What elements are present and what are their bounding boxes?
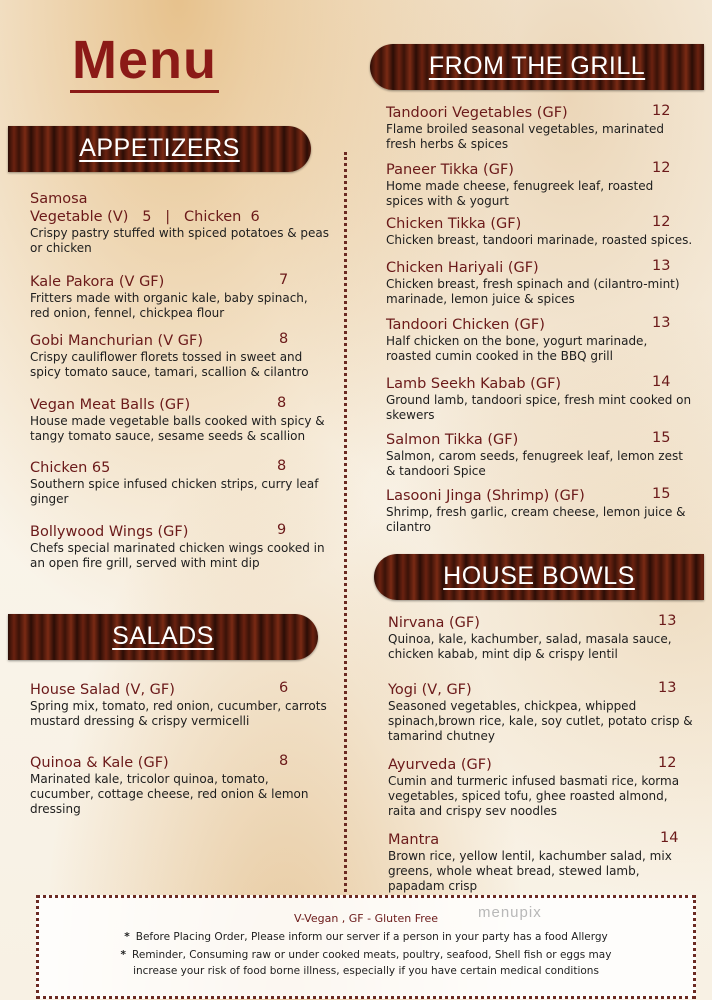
item-price: 15 bbox=[652, 430, 671, 446]
item-price: 12 bbox=[652, 214, 671, 230]
item-description: Cumin and turmeric infused basmati rice, korma vegetables, spiced tofu, ghee roasted almond, raita and crispy sev noodles bbox=[388, 774, 680, 818]
menu-item bbox=[30, 273, 330, 321]
column-divider bbox=[344, 152, 347, 892]
item-price: 14 bbox=[660, 830, 679, 846]
item-description: Flame broiled seasonal vegetables, marinated fresh herbs & spices bbox=[386, 122, 665, 151]
item-name: Vegan Meat Balls (GF) bbox=[30, 397, 191, 413]
item-price: 8 bbox=[279, 331, 289, 347]
menu-item bbox=[386, 375, 692, 423]
item-description: Home made cheese, fenugreek leaf, roasted spices with & yogurt bbox=[386, 179, 654, 208]
item-name: Lasooni Jinga (Shrimp) (GF) bbox=[386, 488, 585, 504]
menu-item bbox=[386, 316, 692, 364]
raw-food-warning bbox=[39, 949, 693, 961]
item-price: 8 bbox=[277, 395, 287, 411]
watermark: menupix bbox=[478, 904, 542, 921]
menu-item bbox=[388, 614, 694, 662]
item-name: Yogi (V, GF) bbox=[388, 682, 472, 698]
asterisk: * bbox=[120, 949, 127, 961]
item-description: Brown rice, yellow lentil, kachumber salad, mix greens, whole wheat bread, stewed lamb, papadam crisp bbox=[388, 849, 672, 893]
item-name: House Salad (V, GF) bbox=[30, 682, 175, 698]
raw-food-warning-text: Reminder, Consuming raw or under cooked meats, poultry, seafood, Shell fish or eggs may bbox=[132, 949, 612, 961]
item-price: 12 bbox=[652, 103, 671, 119]
item-name: Gobi Manchurian (V GF) bbox=[30, 333, 203, 349]
item-description: Marinated kale, tricolor quinoa, tomato, cucumber, cottage cheese, red onion & lemon dressing bbox=[30, 772, 309, 816]
item-price: 13 bbox=[658, 680, 677, 696]
item-name: Salmon Tikka (GF) bbox=[386, 432, 519, 448]
item-price-line: Vegetable (V) 5 | Chicken 6 bbox=[30, 209, 260, 225]
allergy-notice bbox=[39, 931, 693, 943]
item-description: House made vegetable balls cooked with spicy & tangy tomato sauce, sesame seeds & scallion bbox=[30, 414, 325, 443]
grill-heading: FROM THE GRILL bbox=[428, 52, 646, 80]
item-price: 8 bbox=[279, 753, 289, 769]
item-name: Paneer Tikka (GF) bbox=[386, 162, 514, 178]
menu-item bbox=[388, 756, 698, 819]
item-price: 12 bbox=[658, 755, 677, 771]
appetizers-banner bbox=[8, 126, 311, 172]
asterisk: * bbox=[124, 931, 130, 943]
item-description: Chefs special marinated chicken wings cooked in an open fire grill, served with mint dip bbox=[30, 541, 325, 570]
item-price: 7 bbox=[279, 272, 289, 288]
menu-item bbox=[386, 104, 692, 152]
menu-item bbox=[30, 681, 330, 729]
item-name: Quinoa & Kale (GF) bbox=[30, 755, 169, 771]
allergy-notice-text: Before Placing Order, Please inform our server if a person in your party has a food Allergy bbox=[135, 931, 608, 943]
item-name: Chicken 65 bbox=[30, 460, 111, 476]
item-price: 14 bbox=[652, 374, 671, 390]
allergy-notice-box bbox=[36, 895, 696, 999]
menu-item bbox=[30, 523, 330, 571]
appetizers-heading: APPETIZERS bbox=[79, 134, 240, 162]
page-title: Menu bbox=[70, 30, 219, 93]
menu-item bbox=[386, 431, 692, 479]
menu-item bbox=[386, 487, 692, 535]
item-name: Samosa bbox=[30, 191, 88, 207]
item-price: 9 bbox=[277, 522, 287, 538]
item-price: 13 bbox=[652, 315, 671, 331]
item-description: Half chicken on the bone, yogurt marinade, roasted cumin cooked in the BBQ grill bbox=[386, 334, 648, 363]
item-description: Shrimp, fresh garlic, cream cheese, lemon juice & cilantro bbox=[386, 505, 686, 534]
salads-heading: SALADS bbox=[112, 622, 214, 650]
menu-item bbox=[30, 459, 330, 507]
item-price: 13 bbox=[658, 613, 677, 629]
menu-item bbox=[386, 161, 692, 209]
item-description: Chicken breast, fresh spinach and (cilantro-mint) marinade, lemon juice & spices bbox=[386, 277, 680, 306]
salads-banner bbox=[8, 614, 318, 660]
item-price: 6 bbox=[279, 680, 289, 696]
item-description: Seasoned vegetables, chickpea, whipped spinach,brown rice, kale, soy cutlet, potato crisp & tamarind chutney bbox=[388, 699, 693, 743]
menu-item-samosa bbox=[30, 190, 330, 256]
item-name: Lamb Seekh Kabab (GF) bbox=[386, 376, 562, 392]
item-price: 13 bbox=[652, 258, 671, 274]
item-description: Chicken breast, tandoori marinade, roasted spices. bbox=[386, 233, 693, 247]
menu-item bbox=[30, 754, 330, 817]
item-description: Spring mix, tomato, red onion, cucumber, carrots mustard dressing & crispy vermicelli bbox=[30, 699, 327, 728]
item-name: Tandoori Vegetables (GF) bbox=[386, 105, 568, 121]
item-description: Crispy cauliflower florets tossed in sweet and spicy tomato sauce, tamari, scallion & cilantro bbox=[30, 350, 309, 379]
menu-item bbox=[386, 259, 698, 307]
item-name: Chicken Tikka (GF) bbox=[386, 216, 522, 232]
menu-item bbox=[30, 396, 330, 444]
item-name: Bollywood Wings (GF) bbox=[30, 524, 189, 540]
item-description: Salmon, carom seeds, fenugreek leaf, lemon zest & tandoori Spice bbox=[386, 449, 683, 478]
item-price: 8 bbox=[277, 458, 287, 474]
item-name: Ayurveda (GF) bbox=[388, 757, 492, 773]
raw-food-warning-continued: increase your risk of food borne illness, especially if you have certain medical conditions bbox=[133, 965, 599, 977]
item-price: 12 bbox=[652, 160, 671, 176]
grill-banner bbox=[370, 44, 704, 90]
bowls-heading: HOUSE BOWLS bbox=[443, 562, 635, 590]
menu-item bbox=[30, 332, 330, 380]
item-description: Southern spice infused chicken strips, curry leaf ginger bbox=[30, 477, 319, 506]
item-description: Ground lamb, tandoori spice, fresh mint cooked on skewers bbox=[386, 393, 692, 422]
item-name: Nirvana (GF) bbox=[388, 615, 480, 631]
item-name: Kale Pakora (V GF) bbox=[30, 274, 165, 290]
item-name: Chicken Hariyali (GF) bbox=[386, 260, 539, 276]
menu-item bbox=[388, 681, 694, 744]
item-description: Crispy pastry stuffed with spiced potatoes & peas or chicken bbox=[30, 226, 330, 255]
item-name: Tandoori Chicken (GF) bbox=[386, 317, 545, 333]
menu-item bbox=[386, 215, 698, 248]
item-price: 15 bbox=[652, 486, 671, 502]
item-description: Fritters made with organic kale, baby spinach, red onion, fennel, chickpea flour bbox=[30, 291, 308, 320]
bowls-banner bbox=[374, 554, 704, 600]
item-name: Mantra bbox=[388, 832, 440, 848]
diet-legend: V-Vegan , GF - Gluten Free bbox=[293, 912, 439, 925]
item-description: Quinoa, kale, kachumber, salad, masala sauce, chicken kabab, mint dip & crispy lentil bbox=[388, 632, 672, 661]
menu-item bbox=[388, 831, 694, 894]
